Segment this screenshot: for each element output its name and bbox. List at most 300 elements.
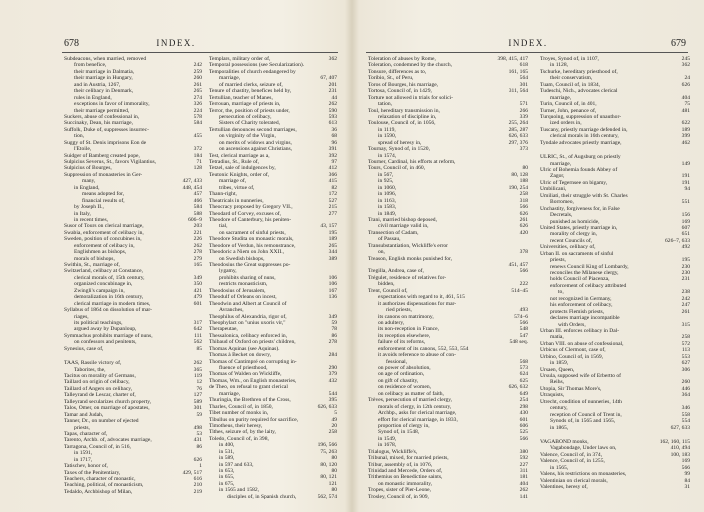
index-entry xyxy=(209,494,337,500)
index-entry-text: Urban II. on sacraments of sinful xyxy=(540,250,614,257)
index-entry-text: enforcement of celibacy attributed xyxy=(550,282,627,289)
index-entry-text: Terrouan, marriage of priests in, xyxy=(209,101,281,108)
index-entry-pages: 601 xyxy=(193,300,202,307)
index-entry-pages: 85 xyxy=(196,345,202,352)
index-entry-text: on merits of widows and virgins, xyxy=(219,139,292,146)
index-entry-text: marriage, xyxy=(219,390,241,397)
index-entry-pages: 201 xyxy=(328,81,337,88)
index-entry-pages: 562, 574 xyxy=(317,493,337,500)
index-entry-pages: 446 xyxy=(681,385,690,392)
index-entry-text: its canons on matrimony, xyxy=(378,313,434,320)
index-entry-pages: 301 xyxy=(519,81,528,88)
index-entry-text: in England, xyxy=(74,184,100,191)
index-entry-pages: 566 xyxy=(519,204,528,211)
index-entry-pages: 568 xyxy=(519,358,528,365)
index-entry-text: Thuringia, the Brethren of the Cross, xyxy=(209,397,291,404)
index-entry-text: in 1591, xyxy=(74,450,93,457)
index-column xyxy=(64,56,202,495)
index-entry-text: Theodard of Corvey, excuses of, xyxy=(209,210,282,217)
index-entry-text: in 1119, xyxy=(378,126,396,133)
index-entry-pages: 626, 633 xyxy=(508,133,528,140)
index-entry-text: in 653, xyxy=(219,468,235,474)
index-entry-text: Tyndale advocates priestly marriage, xyxy=(540,139,622,146)
index-entry-pages: 311 xyxy=(519,468,528,474)
index-entry-text: punished as homicide, xyxy=(550,218,600,225)
index-entry-text: Tarento, Archb. of, advocates marriage, xyxy=(64,437,152,444)
index-entry-pages: 344 xyxy=(328,249,337,256)
index-entry-pages: 75 xyxy=(684,101,690,108)
index-entry-text: Synods of, in 1565 and 1565, xyxy=(550,418,616,425)
index-entry-text: Tortosa, Council of, in 1429, xyxy=(368,88,432,95)
index-entry-text: on power of absolution, xyxy=(378,365,431,371)
index-entry-pages: 265 xyxy=(328,242,337,249)
index-entry-text: Thomas Aquinas (see Aquinas). xyxy=(209,345,280,352)
index-entry-text: Tertullian, teacher of Manes, xyxy=(209,94,273,101)
index-entry-text: spread of heresy in, xyxy=(378,139,422,146)
index-entry-pages: 169 xyxy=(681,218,690,225)
index-entry-text: Utrecht, condition of nunneries, 14th xyxy=(540,398,622,405)
index-entry-pages: 111 xyxy=(194,332,202,339)
index-entry-text: Tetradius, St., Rule of, xyxy=(209,159,259,165)
index-entry-pages: 167 xyxy=(328,287,337,294)
index-entry-pages: 136 xyxy=(328,294,337,301)
index-entry-text: Reihs, xyxy=(550,379,565,386)
index-entry-pages: 553 xyxy=(681,353,690,360)
index-entry-pages: 548 xyxy=(519,326,528,333)
index-entry-text: in 1859, xyxy=(550,360,569,367)
index-entry-pages: 260 xyxy=(193,75,202,82)
index-entry-pages: 392 xyxy=(328,152,337,159)
index-entry-pages: 432 xyxy=(328,377,337,384)
index-entry-text: it avoids reference to abuse of con- xyxy=(378,352,456,359)
index-entry-text: marriage, xyxy=(219,75,241,82)
index-entry-text: in 1096, xyxy=(378,191,397,198)
index-entry-pages: 626–7, 633 xyxy=(665,237,690,244)
index-entry-text: Valentinian on clerical morals, xyxy=(540,477,608,484)
index-entry-text: Thomas, Wm., on English monasteries, xyxy=(209,377,297,384)
index-entry-text: Sulpicius of Bourges, xyxy=(64,165,112,172)
index-entry-text: Turquoing, suppression of unauthor- xyxy=(540,113,622,120)
index-entry-text: Tenure of chastity, benefices held by, xyxy=(209,88,292,95)
index-entry-text: Toledo, Council of, in 398, xyxy=(209,435,269,442)
index-entry xyxy=(64,489,202,495)
index-entry-text: Suckers, abuse of confessional in, xyxy=(64,113,140,120)
index-entry-pages: 566 xyxy=(519,268,528,275)
index-entry-text: l'Étoile, xyxy=(74,146,92,153)
index-entry-pages: 181 xyxy=(519,474,528,481)
index-entry-text: argued away by Dupanloup, xyxy=(74,326,137,333)
index-entry-pages: 242 xyxy=(193,62,202,69)
index-entry-pages: 573 xyxy=(519,365,528,371)
index-entry-text: priests, xyxy=(550,257,566,264)
index-entry-text: Tourner, Cardinal, his efforts at reform, xyxy=(368,159,456,165)
index-entry-pages: 261 xyxy=(681,308,690,315)
index-entry-text: Suffolk, Duke of, suppresses insurrec- xyxy=(64,126,149,133)
index-entry-pages: 372 xyxy=(193,146,202,153)
index-entry-text: Temporalities of church endangered by xyxy=(209,68,296,75)
index-entry-text: Thomas of Walden on Wickliffe, xyxy=(209,371,282,378)
index-entry-pages: 379 xyxy=(328,371,337,378)
index-entry-text: Archbp., asks for clerical marriage, xyxy=(378,410,457,417)
index-entry-pages: 398, 415, 417 xyxy=(497,56,528,62)
index-entry-text: Unchastity, forgiveness for, in False xyxy=(540,205,620,212)
index-entry-text: Ursula, supposed wife of Erbertto of xyxy=(540,373,622,379)
index-entry-pages: 498 xyxy=(193,424,202,431)
index-entry-pages: 481 xyxy=(681,107,690,114)
index-entry-text: Avranches, xyxy=(219,307,244,314)
index-entry-text: on, xyxy=(378,249,385,256)
index-entry-pages: 68 xyxy=(331,133,337,140)
index-entry-text: Urban VIII. on abuse of confessional, xyxy=(540,340,624,347)
index-entry-pages: 12 xyxy=(196,379,202,386)
index-entry-pages: 427, 433 xyxy=(182,178,202,185)
index-entry-text: Swabia, enforcement of celibacy in, xyxy=(64,229,144,236)
index-entry-pages: 238 xyxy=(681,289,690,296)
index-entry-text: Universities, celibacy of, xyxy=(540,244,596,251)
index-entry-text: Tapas, character of, xyxy=(64,430,108,437)
index-entry-text: Theodosius of Jerusalem, xyxy=(209,287,266,294)
index-entry-text: morals of bishops, xyxy=(74,255,115,262)
index-entry-text: Transection of Cadam, xyxy=(368,229,419,236)
index-entry-text: with Orders, xyxy=(558,321,586,328)
index-entry-pages: 451, 457 xyxy=(508,262,528,268)
running-head: INDEX. xyxy=(156,38,196,48)
index-entry-text: on residence of women, xyxy=(378,384,431,391)
index-entry-pages: 231 xyxy=(681,276,690,283)
index-entry-text: Teaching, political, of monasticism, xyxy=(64,482,144,489)
index-entry-pages: 651 xyxy=(681,231,690,238)
index-entry-pages: 566 xyxy=(519,435,528,442)
index-entry-text: clerical morals of, 15th century, xyxy=(74,274,145,281)
index-entry-pages: 278 xyxy=(193,249,202,256)
index-entry-text: Taillard on origin of celibacy, xyxy=(64,379,130,386)
index-entry-pages: 59 xyxy=(331,319,337,326)
index-entry-pages: 493 xyxy=(519,307,528,314)
index-entry-text: in 1565 and 1582, xyxy=(219,487,260,494)
index-entry-text: in 1678, xyxy=(378,442,397,449)
index-entry-text: Toleration of abuses by Rome, xyxy=(368,56,436,62)
left-page-header xyxy=(0,38,352,50)
index-entry-pages: 525 xyxy=(519,429,528,436)
index-entry-text: in 1565, xyxy=(550,464,569,471)
index-entry-pages: 161, 165 xyxy=(508,68,528,75)
index-entry-text: Theodore of Canterbury, his peniten- xyxy=(209,216,292,223)
index-entry-text: Vagabondage, Under laws on, xyxy=(550,445,617,452)
index-entry-pages: 43, 157 xyxy=(320,223,337,230)
index-entry-pages: 113 xyxy=(681,347,690,354)
index-entry-pages: 221 xyxy=(193,229,202,236)
index-entry-text: Taxes of the Penitentiary, xyxy=(64,469,121,476)
index-entry-text: Theatricals in nunneries, xyxy=(209,197,264,204)
index-entry-text: Ulric of Bohemia founds Abbey of xyxy=(540,167,618,173)
index-entry-pages: 466 xyxy=(193,197,202,204)
index-entry-pages: 100, 183 xyxy=(670,451,690,458)
index-entry-pages: 346 xyxy=(681,405,690,412)
index-entry-pages: 391 xyxy=(328,146,337,153)
index-entry-pages: 80 xyxy=(331,487,337,494)
index-entry-pages: 279 xyxy=(193,255,202,262)
index-entry-text: not recognized in Germany, xyxy=(550,295,612,302)
index-entry-text: in 1717, xyxy=(74,456,93,463)
index-entry-text: TAAS, Rassile victory of, xyxy=(64,360,122,367)
index-entry-text: Talos, Omer, on marriage of apostates, xyxy=(64,405,150,412)
index-entry-text: financial results of, xyxy=(82,197,125,204)
index-entry-text: clerical marriage in modern times, xyxy=(74,300,151,307)
index-entry-pages: 578 xyxy=(193,113,202,120)
index-entry-text: their marriage in Dalmatia, xyxy=(74,68,135,75)
index-entry-text: Valentines, heresy of, xyxy=(540,484,588,490)
index-entry-text: Trèves, persecution of married clergy, xyxy=(368,397,453,404)
index-entry-text: in 925, xyxy=(378,178,394,185)
index-entry-pages: 349 xyxy=(328,313,337,320)
index-entry-pages: 80 xyxy=(522,165,528,172)
index-entry-text: Trinidad and Mercede, Orders of, xyxy=(368,468,443,474)
index-entry-text: Therapeutae, xyxy=(209,326,238,333)
index-entry-pages: 44 xyxy=(331,94,337,101)
index-entry-text: marriage, xyxy=(550,94,572,101)
index-entry-pages: 613 xyxy=(328,120,337,127)
index-entry-text: Theodore of Verdun, his remonstrance, xyxy=(209,242,296,249)
index-entry-text: Toros of Bourges, his marriage, xyxy=(368,81,439,88)
index-entry xyxy=(368,494,528,500)
index-entry-text: Theodoric a Niem on John XXII., xyxy=(209,249,285,256)
index-entry-text: in 1163, xyxy=(378,197,396,204)
index-entry-text: in 1574, xyxy=(378,152,397,159)
index-entry-pages: 191 xyxy=(681,179,690,186)
index-entry-text: Theocracy proposed by Gregory VII., xyxy=(209,204,293,211)
index-entry-pages: 607 xyxy=(681,224,690,231)
index-entry-pages: 277 xyxy=(328,210,337,217)
index-entry-pages: 399 xyxy=(681,133,690,140)
index-entry-text: of Passau, xyxy=(378,236,401,243)
index-entry-text: their conservatism, xyxy=(550,75,593,82)
index-entry-pages: 606 xyxy=(519,422,528,429)
index-entry-pages: 141 xyxy=(519,493,528,500)
index-entry-pages: 412 xyxy=(328,165,337,172)
index-entry-text: Theophylact on "unius uxoris vir," xyxy=(209,319,286,326)
index-entry-pages: 259 xyxy=(193,68,202,75)
index-entry-pages: 172 xyxy=(328,191,337,198)
index-entry-text: reconciles the Milanese clergy, xyxy=(550,270,619,276)
index-entry-pages: 544 xyxy=(328,390,337,397)
index-entry-pages: 606–9 xyxy=(188,216,202,223)
index-entry-pages: 53 xyxy=(196,430,202,437)
index-entry-text: Tetzel, sale of indulgences by, xyxy=(209,165,276,172)
index-entry-text: Trosley, Council of, in 909, xyxy=(368,493,429,500)
index-entry-text: its political teachings, xyxy=(74,319,123,326)
index-entry-pages: 589 xyxy=(193,398,202,405)
index-entry-text: Valens, his restrictions on monasteries, xyxy=(540,471,627,478)
index-entry-text: Thessalonica, celibacy enforced in, xyxy=(209,332,288,339)
index-entry-pages: 94 xyxy=(684,186,690,193)
index-entry-pages: 298 xyxy=(519,403,528,410)
index-entry-text: Thomas à Becket on dowry, xyxy=(209,352,272,359)
index-entry-text: Tithes, seizure of, by the laity, xyxy=(209,429,276,436)
index-entry-pages: 285, 287 xyxy=(508,126,528,133)
running-head: INDEX. xyxy=(508,38,548,48)
index-entry-text: riages, xyxy=(74,313,89,320)
index-entry-text: Toulouse, Council of, in 1056, xyxy=(368,120,436,127)
index-entry-pages: 76 xyxy=(196,385,202,392)
index-entry-text: morals of clergy, in 12th century, xyxy=(378,403,452,410)
index-entry-pages: 590 xyxy=(328,107,337,114)
index-entry-text: Umiliati, their struggle with St. Charles xyxy=(540,192,628,199)
index-entry-text: Tanner, Dr., on number of ejected xyxy=(64,418,139,425)
index-entry-pages: 96 xyxy=(331,139,337,146)
index-entry-text: in 1590, xyxy=(378,133,397,140)
index-entry-pages: 626, 632 xyxy=(508,384,528,391)
header-rule xyxy=(366,52,688,53)
index-entry-text: their marriage in Hungary, xyxy=(74,75,133,82)
index-entry-pages: 224 xyxy=(193,107,202,114)
index-entry-text: Transubstantiation, Wickliffe's error xyxy=(368,242,449,249)
index-entry-pages: 566 xyxy=(681,464,690,471)
index-entry-text: Englishmen as bishops, xyxy=(74,249,127,256)
index-entry-pages: 189 xyxy=(681,126,690,133)
index-entry-text: tion, xyxy=(74,133,85,140)
index-entry-pages: 362 xyxy=(681,62,690,69)
index-entry-text: enforcement of its canons, 552, 553, 554 xyxy=(378,345,469,352)
index-entry-text: tation, xyxy=(378,101,393,108)
index-entry-text: morality of clergy in, xyxy=(550,231,598,238)
index-entry-pages: 429, 517 xyxy=(182,469,202,476)
index-entry-pages: 86 xyxy=(196,443,202,450)
index-entry-text: Suidger of Bamberg created pope, xyxy=(64,152,140,159)
index-entry-pages: 24 xyxy=(684,75,690,82)
index-entry-text: in 597 and 633, xyxy=(219,461,254,468)
index-entry-text: Terror, the, position of priests under, xyxy=(209,107,290,114)
index-entry-pages: 584 xyxy=(193,120,202,127)
index-entry-text: Suppression of monasteries in Ger- xyxy=(64,171,143,178)
index-entry-text: Urbino, Council of, in 1569, xyxy=(540,353,604,360)
index-entry-pages: 191 xyxy=(681,173,690,180)
index-entry-text: in 655, xyxy=(219,474,235,481)
index-entry-pages: 84 xyxy=(684,477,690,484)
index-entry-text: protects Flemish priests, xyxy=(550,308,605,315)
index-entry-pages: 457 xyxy=(193,191,202,198)
index-entry-pages: 278 xyxy=(328,339,337,346)
index-entry-text: Turin, Council of, in 401, xyxy=(540,101,597,108)
index-entry-text: rules in England, xyxy=(74,94,112,101)
index-entry-pages: 301 xyxy=(193,405,202,412)
index-entry-pages: 404 xyxy=(681,94,690,101)
index-entry-text: it authorizes dispensations for mar- xyxy=(378,300,457,307)
index-entry-pages: 362 xyxy=(328,56,337,62)
index-entry-text: exceptions in favor of immorality, xyxy=(74,101,150,108)
index-entry-text: in 1865, xyxy=(550,424,569,431)
index-entry-pages: 1 xyxy=(199,463,202,470)
page-number: 678 xyxy=(64,38,79,49)
index-entry-pages: 230 xyxy=(681,263,690,270)
index-entry-pages: 448, 454 xyxy=(182,184,202,191)
index-entry-pages: 558 xyxy=(681,411,690,418)
index-entry-pages: 562 xyxy=(193,339,202,346)
index-entry-pages: 339 xyxy=(519,113,528,120)
index-entry-text: Syllabus of 1864 on dissolution of mar- xyxy=(64,307,153,314)
index-entry-pages: 78 xyxy=(331,326,337,333)
index-entry-text: Thann-right, xyxy=(209,191,237,198)
index-entry-text: proportion of clergy in, xyxy=(378,422,430,429)
index-entry-text: Trégulet, residence of relatives for- xyxy=(368,274,447,281)
index-entry-pages: 626, 633 xyxy=(317,403,337,410)
index-entry-pages: 195 xyxy=(328,229,337,236)
index-entry-text: Urbicus of Clermont, case of, xyxy=(540,347,606,354)
index-entry-text: declares marriage incompatible xyxy=(550,315,620,322)
index-entry-text: Utopia, Sir Thomas More's, xyxy=(540,385,602,392)
index-entry-text: renews Council King of Lombardy, xyxy=(550,263,629,270)
index-entry-pages: 80 xyxy=(331,455,337,462)
index-entry-text: Teutonic Knights, order of, xyxy=(209,171,270,178)
index-entry-text: in 1849, xyxy=(378,210,397,217)
index-entry-pages: 59 xyxy=(196,411,202,418)
index-entry-pages: 395 xyxy=(328,397,337,404)
index-entry-text: on adultery, xyxy=(378,319,405,326)
index-entry-pages: 311, 564 xyxy=(508,88,528,95)
index-entry-text: on monastic immorality, xyxy=(378,480,433,487)
index-entry-pages: 410, 494 xyxy=(670,445,690,452)
index-entry-text: organized concubinage in, xyxy=(74,281,133,288)
index-entry-text: Trent, Council of, xyxy=(368,287,408,294)
index-entry-text: to, xyxy=(558,289,564,296)
index-entry-text: Synod of, in 1548, xyxy=(378,429,420,436)
index-entry-text: recent Councils of, xyxy=(550,237,593,244)
index-entry-pages: 290 xyxy=(328,365,337,371)
index-entry-pages: 649 xyxy=(519,390,528,397)
index-entry-text: effort for clerical marriage, in 1833, xyxy=(378,416,458,423)
index-entry-pages: 149 xyxy=(681,160,690,167)
index-entry-text: VAGABOND monks, xyxy=(540,438,589,445)
index-entry-text: Trialogus, Wickliffe's, xyxy=(368,448,418,455)
index-column xyxy=(209,56,337,500)
index-entry-text: disciples of, in Spanish church, xyxy=(227,493,297,500)
index-entry-text: their marriage permitted, xyxy=(74,107,130,114)
index-entry-pages: 254 xyxy=(519,397,528,404)
index-entry-text: clerical morals in 16th century, xyxy=(550,133,619,140)
index-entry-pages: 551 xyxy=(681,199,690,206)
index-entry-text: relaxation of discipline in, xyxy=(378,113,437,120)
index-entry-text: in Italy, xyxy=(74,210,91,217)
index-entry-pages: 462 xyxy=(681,139,690,146)
index-entry-text: Tuscany, priestly marriage defended in, xyxy=(540,126,628,133)
index-entry-text: Toribio, St., of Peru, xyxy=(368,75,414,82)
index-entry-pages: 196, 566 xyxy=(317,442,337,449)
index-entry-text: reception of Council of Trent in, xyxy=(550,411,622,418)
index-entry-text: holds Council of Piacenza, xyxy=(550,276,610,283)
index-entry-text: civil marriage valid in, xyxy=(378,223,429,230)
index-entry-text: Borromeo, xyxy=(550,199,574,206)
index-entry-text: on age of ordination, xyxy=(378,371,425,378)
index-entry-pages: 389 xyxy=(328,255,337,262)
index-entry-text: on sacrament of sinful priests, xyxy=(219,229,286,236)
index-entry-pages: 258 xyxy=(519,191,528,198)
index-entry-pages: 227 xyxy=(519,461,528,468)
index-entry-pages: 326 xyxy=(193,101,202,108)
index-entry-text: Temporal possessions (see Secularization). xyxy=(209,62,305,69)
index-entry-pages: 262 xyxy=(193,242,202,249)
index-entry-text: on celibacy as matter of faith, xyxy=(378,390,444,397)
index-entry xyxy=(64,352,202,360)
index-entry-pages: 245 xyxy=(681,56,690,62)
index-entry-text: ULRIC, St., of Augsburg on priestly xyxy=(540,154,621,161)
index-entry-text: priests, xyxy=(74,424,90,431)
index-entry-pages: 548 seq. xyxy=(509,339,528,346)
index-entry-text: Theodosius the Great suppresses po- xyxy=(209,262,291,268)
index-entry-pages: 82 xyxy=(331,184,337,191)
index-entry xyxy=(540,431,690,439)
index-entry-text: Tschurke, hereditary priesthood of, xyxy=(540,68,618,75)
index-entry-text: Tudeschi, Nich., advocates clerical xyxy=(540,88,618,95)
index-entry-pages: 215 xyxy=(328,204,337,211)
